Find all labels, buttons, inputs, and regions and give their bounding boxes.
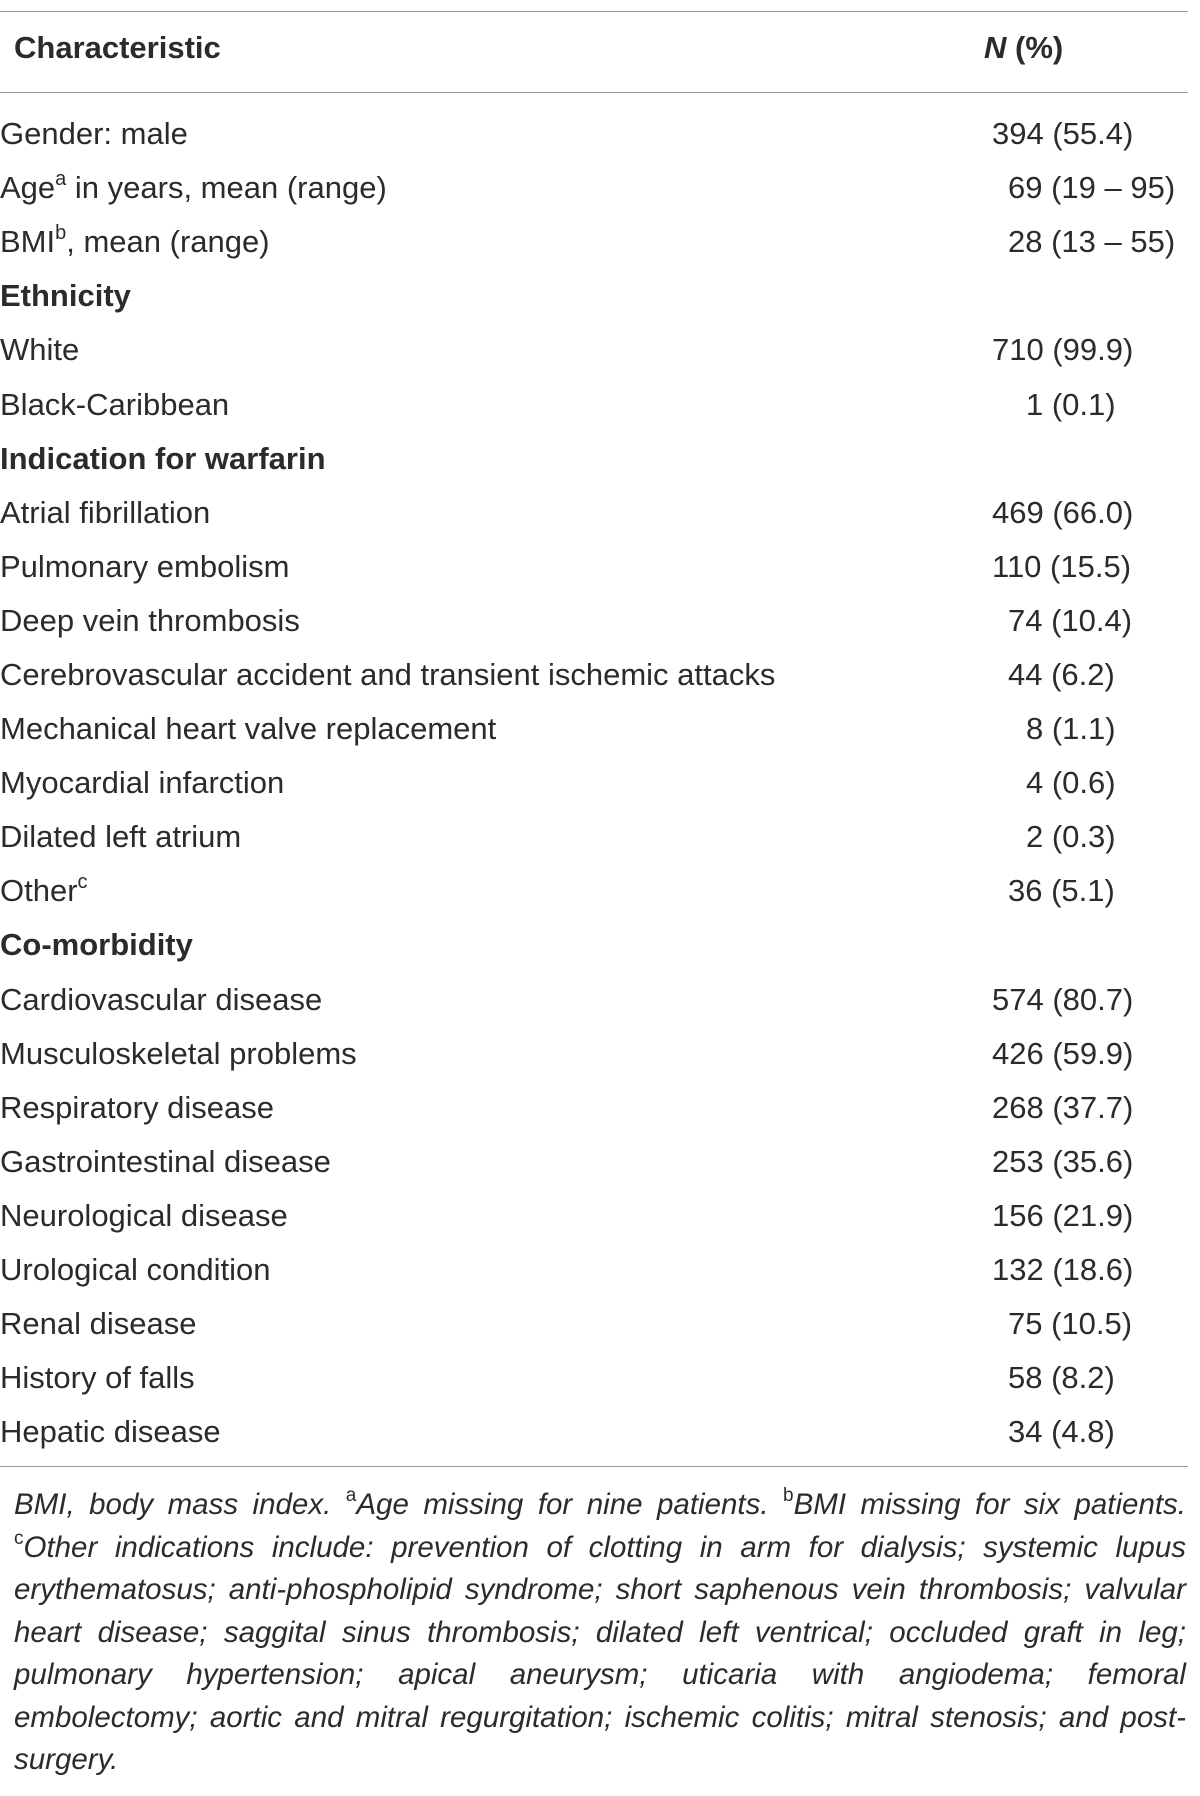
row-value-cell bbox=[958, 1135, 1188, 1189]
row-label: Age bbox=[0, 170, 56, 206]
row-label-rest: , mean (range) bbox=[66, 224, 270, 260]
row-value: 132 (18.6) bbox=[992, 1252, 1134, 1288]
table-row bbox=[0, 648, 1188, 702]
table-row bbox=[0, 215, 1188, 269]
table-header bbox=[0, 30, 1188, 74]
row-value-cell bbox=[958, 269, 1188, 323]
bottom-rule bbox=[0, 1466, 1188, 1467]
row-value: 710 (99.9) bbox=[992, 332, 1134, 368]
row-value-cell bbox=[958, 1297, 1188, 1351]
row-label: Black-Caribbean bbox=[0, 386, 230, 422]
row-value: 28 (13 – 55) bbox=[1008, 224, 1176, 260]
row-label: Cardiovascular disease bbox=[0, 981, 323, 1017]
row-label-cell bbox=[0, 1081, 958, 1135]
row-label: Gastrointestinal disease bbox=[0, 1143, 331, 1179]
row-label: Renal disease bbox=[0, 1306, 197, 1342]
row-value-cell bbox=[958, 107, 1188, 161]
row-value-cell bbox=[958, 486, 1188, 540]
row-label-cell bbox=[0, 702, 958, 756]
row-label: Atrial fibrillation bbox=[0, 494, 211, 530]
row-value: 2 (0.3) bbox=[1026, 819, 1116, 855]
row-value-cell bbox=[958, 756, 1188, 810]
footnote-text: BMI, body mass index. bbox=[14, 1488, 346, 1521]
row-label-cell bbox=[0, 1405, 958, 1459]
row-value-cell bbox=[958, 161, 1188, 215]
row-label-cell bbox=[0, 1189, 958, 1243]
row-value-cell bbox=[958, 648, 1188, 702]
row-value-cell bbox=[958, 973, 1188, 1027]
table-row bbox=[0, 973, 1188, 1027]
row-label: Hepatic disease bbox=[0, 1414, 221, 1450]
row-label-cell bbox=[0, 594, 958, 648]
row-label: Mechanical heart valve replacement bbox=[0, 711, 497, 747]
row-value-cell bbox=[958, 1027, 1188, 1081]
table-row bbox=[0, 594, 1188, 648]
table-row bbox=[0, 756, 1188, 810]
row-value-cell bbox=[958, 215, 1188, 269]
row-label: Respiratory disease bbox=[0, 1089, 274, 1125]
row-label: Urological condition bbox=[0, 1252, 271, 1288]
table-row bbox=[0, 540, 1188, 594]
row-label: Myocardial infarction bbox=[0, 765, 285, 801]
row-value-cell bbox=[958, 918, 1188, 972]
row-value: 469 (66.0) bbox=[992, 494, 1134, 530]
row-value: 253 (35.6) bbox=[992, 1143, 1134, 1179]
row-value: 34 (4.8) bbox=[1008, 1414, 1115, 1450]
section-header-row bbox=[0, 432, 1188, 486]
row-value-cell bbox=[958, 1081, 1188, 1135]
row-value: 8 (1.1) bbox=[1026, 711, 1116, 747]
footnote-text: Age missing for nine patients. bbox=[356, 1488, 784, 1521]
section-title: Co-morbidity bbox=[0, 927, 193, 963]
row-label-cell bbox=[0, 432, 958, 486]
header-rule bbox=[0, 92, 1188, 93]
footnote-marker: a bbox=[55, 167, 67, 190]
section-header-row bbox=[0, 269, 1188, 323]
row-value: 156 (21.9) bbox=[992, 1197, 1134, 1233]
row-label-cell bbox=[0, 1297, 958, 1351]
row-label: Gender: male bbox=[0, 116, 188, 152]
footnote-marker: b bbox=[783, 1485, 794, 1507]
row-value-cell bbox=[958, 1189, 1188, 1243]
row-label-cell bbox=[0, 648, 958, 702]
row-value-cell bbox=[958, 702, 1188, 756]
table-row bbox=[0, 1405, 1188, 1459]
row-label-rest: in years, mean (range) bbox=[66, 170, 387, 206]
row-value: 426 (59.9) bbox=[992, 1035, 1134, 1071]
row-value-cell bbox=[958, 323, 1188, 377]
table-row bbox=[0, 702, 1188, 756]
row-value: 394 (55.4) bbox=[992, 116, 1134, 152]
row-value: 44 (6.2) bbox=[1008, 656, 1115, 692]
footnote-marker: c bbox=[14, 1527, 24, 1549]
row-label-cell bbox=[0, 540, 958, 594]
row-label-cell bbox=[0, 107, 958, 161]
row-label-cell bbox=[0, 215, 958, 269]
row-label-cell bbox=[0, 864, 958, 918]
row-value: 574 (80.7) bbox=[992, 981, 1134, 1017]
top-rule bbox=[0, 11, 1188, 12]
row-label: BMI bbox=[0, 224, 56, 260]
table-row bbox=[0, 323, 1188, 377]
row-value-cell bbox=[958, 1405, 1188, 1459]
row-value: 69 (19 – 95) bbox=[1008, 170, 1176, 206]
header-percent: (%) bbox=[1006, 30, 1064, 65]
row-label-cell bbox=[0, 377, 958, 431]
row-value-cell bbox=[958, 1243, 1188, 1297]
row-value-cell bbox=[958, 432, 1188, 486]
row-value-cell bbox=[958, 377, 1188, 431]
row-value-cell bbox=[958, 540, 1188, 594]
footnote-marker: b bbox=[55, 221, 67, 244]
row-label-cell bbox=[0, 810, 958, 864]
table-row bbox=[0, 1027, 1188, 1081]
table-row bbox=[0, 1081, 1188, 1135]
row-label-cell bbox=[0, 973, 958, 1027]
row-value-cell bbox=[958, 864, 1188, 918]
row-label: Dilated left atrium bbox=[0, 819, 242, 855]
row-label-cell bbox=[0, 1135, 958, 1189]
row-value-cell bbox=[958, 810, 1188, 864]
row-label: Other bbox=[0, 873, 78, 909]
table-row bbox=[0, 161, 1188, 215]
row-label-cell bbox=[0, 486, 958, 540]
row-label: History of falls bbox=[0, 1360, 195, 1396]
row-label-cell bbox=[0, 1027, 958, 1081]
row-label-cell bbox=[0, 1243, 958, 1297]
table-row bbox=[0, 1351, 1188, 1405]
section-title: Ethnicity bbox=[0, 278, 131, 314]
row-value: 58 (8.2) bbox=[1008, 1360, 1115, 1396]
row-label: Deep vein thrombosis bbox=[0, 602, 300, 638]
row-label-cell bbox=[0, 323, 958, 377]
row-value: 268 (37.7) bbox=[992, 1089, 1134, 1125]
row-value: 74 (10.4) bbox=[1008, 602, 1133, 638]
row-label-cell bbox=[0, 161, 958, 215]
footnote-text: BMI missing for six patients. bbox=[793, 1488, 1186, 1521]
row-label-cell bbox=[0, 756, 958, 810]
header-n-percent bbox=[984, 30, 1063, 66]
table-row bbox=[0, 107, 1188, 161]
section-title: Indication for warfarin bbox=[0, 440, 326, 476]
footnote-marker: a bbox=[345, 1485, 357, 1507]
table-row bbox=[0, 1189, 1188, 1243]
row-label: Pulmonary embolism bbox=[0, 548, 290, 584]
table-row bbox=[0, 1135, 1188, 1189]
row-label: White bbox=[0, 332, 80, 368]
table-row bbox=[0, 1297, 1188, 1351]
row-label: Cerebrovascular accident and transient ischemic attacks bbox=[0, 656, 776, 692]
row-value-cell bbox=[958, 1351, 1188, 1405]
header-characteristic: Characteristic bbox=[14, 30, 221, 65]
characteristics-table bbox=[0, 107, 1188, 1459]
row-value: 110 (15.5) bbox=[992, 548, 1132, 584]
table-row bbox=[0, 1243, 1188, 1297]
row-value: 1 (0.1) bbox=[1026, 386, 1116, 422]
row-label-cell bbox=[0, 918, 958, 972]
table-row bbox=[0, 810, 1188, 864]
table-row bbox=[0, 377, 1188, 431]
row-label-cell bbox=[0, 1351, 958, 1405]
row-label: Musculoskeletal problems bbox=[0, 1035, 357, 1071]
row-value: 36 (5.1) bbox=[1008, 873, 1115, 909]
footnote-text: Other indications include: prevention of clotting in arm for dialysis; systemic lupus erythematosus; anti-phospholipid syndrome; short saphenous vein thrombosis; valvular heart disease; saggital sinus thrombosis; dilated left ventrical; occluded graft in leg; pulmonary hypertension; apical aneurysm; uticaria with angiodema; femoral embolectomy; aortic and mitral regurgitation; ischemic colitis; mitral stenosis; and post-surgery. bbox=[14, 1530, 1186, 1776]
row-value: 4 (0.6) bbox=[1026, 765, 1116, 801]
row-value-cell bbox=[958, 594, 1188, 648]
row-value: 75 (10.5) bbox=[1008, 1306, 1133, 1342]
row-label: Neurological disease bbox=[0, 1197, 288, 1233]
table-row bbox=[0, 486, 1188, 540]
section-header-row bbox=[0, 918, 1188, 972]
header-n: N bbox=[984, 30, 1007, 65]
table-row bbox=[0, 864, 1188, 918]
table-footnote bbox=[14, 1484, 1186, 1782]
footnote-marker: c bbox=[77, 871, 88, 894]
row-label-cell bbox=[0, 269, 958, 323]
